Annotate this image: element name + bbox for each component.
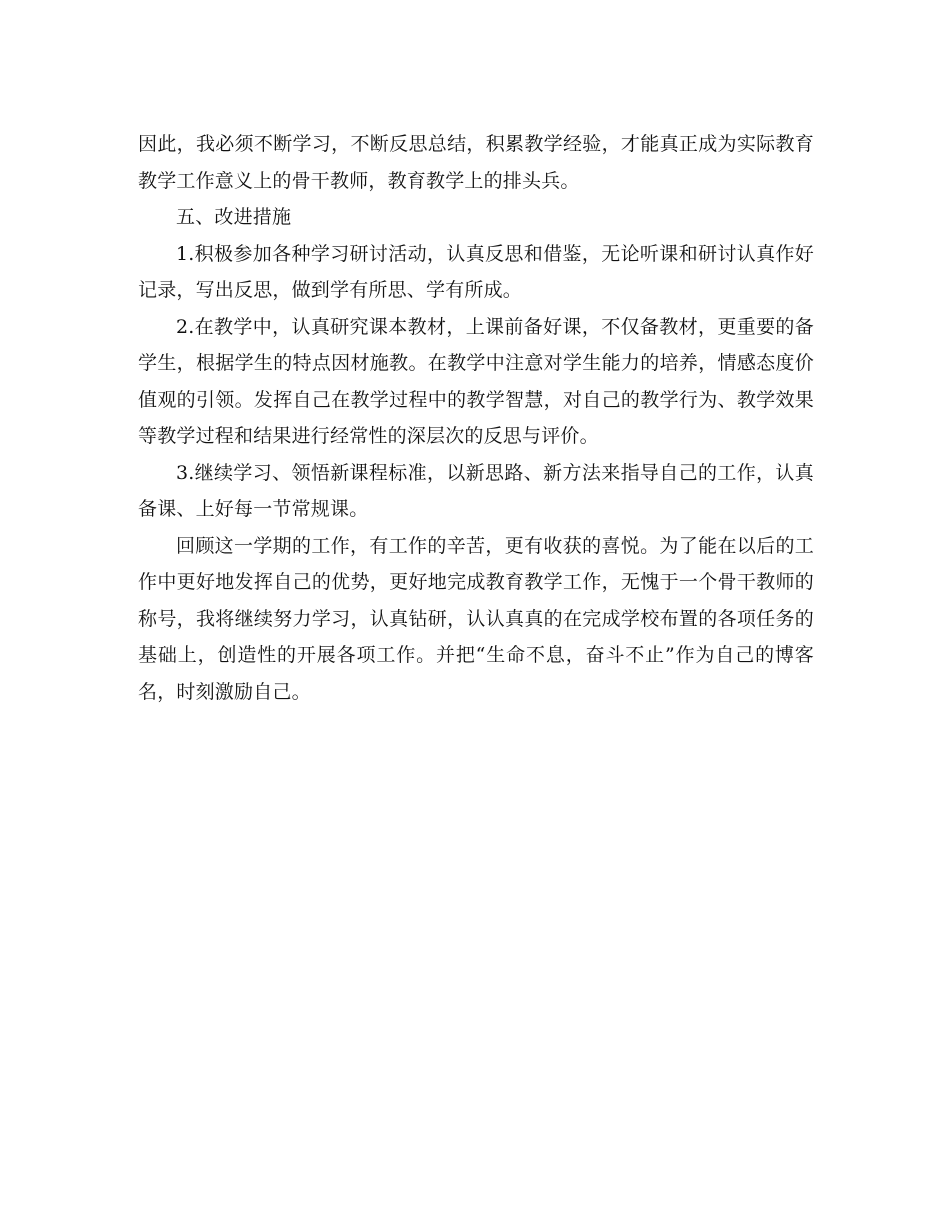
document-body [138, 126, 814, 710]
paragraph-conclusion-intro: 因此，我必须不断学习，不断反思总结，积累教学经验，才能真正成为实际教育教学工作意义上的骨干教师，教育教学上的排头兵。 [138, 133, 814, 192]
section-heading-improvement: 五、改进措施 [176, 206, 292, 228]
paragraph-summary: 回顾这一学期的工作，有工作的辛苦，更有收获的喜悦。为了能在以后的工作中更好地发挥自己的优势，更好地完成教育教学工作，无愧于一个骨干教师的称号，我将继续努力学习，认真钻研，认认真真的在完成学校布置的各项任务的基础上，创造性的开展各项工作。并把“生命不息，奋斗不止”作为自己的博客名，时刻激励自己。 [138, 534, 814, 703]
paragraph-measure-3: 3.继续学习、领悟新课程标准，以新思路、新方法来指导自己的工作，认真备课、上好每一节常规课。 [138, 461, 814, 520]
paragraph-measure-2: 2.在教学中，认真研究课本教材，上课前备好课，不仅备教材，更重要的备学生，根据学生的特点因材施教。在教学中注意对学生能力的培养，情感态度价值观的引领。发挥自己在教学过程中的教学智慧，对自己的教学行为、教学效果等教学过程和结果进行经常性的深层次的反思与评价。 [138, 315, 814, 447]
paragraph-measure-1: 1.积极参加各种学习研讨活动，认真反思和借鉴，无论听课和研讨认真作好记录，写出反思，做到学有所思、学有所成。 [138, 242, 814, 301]
